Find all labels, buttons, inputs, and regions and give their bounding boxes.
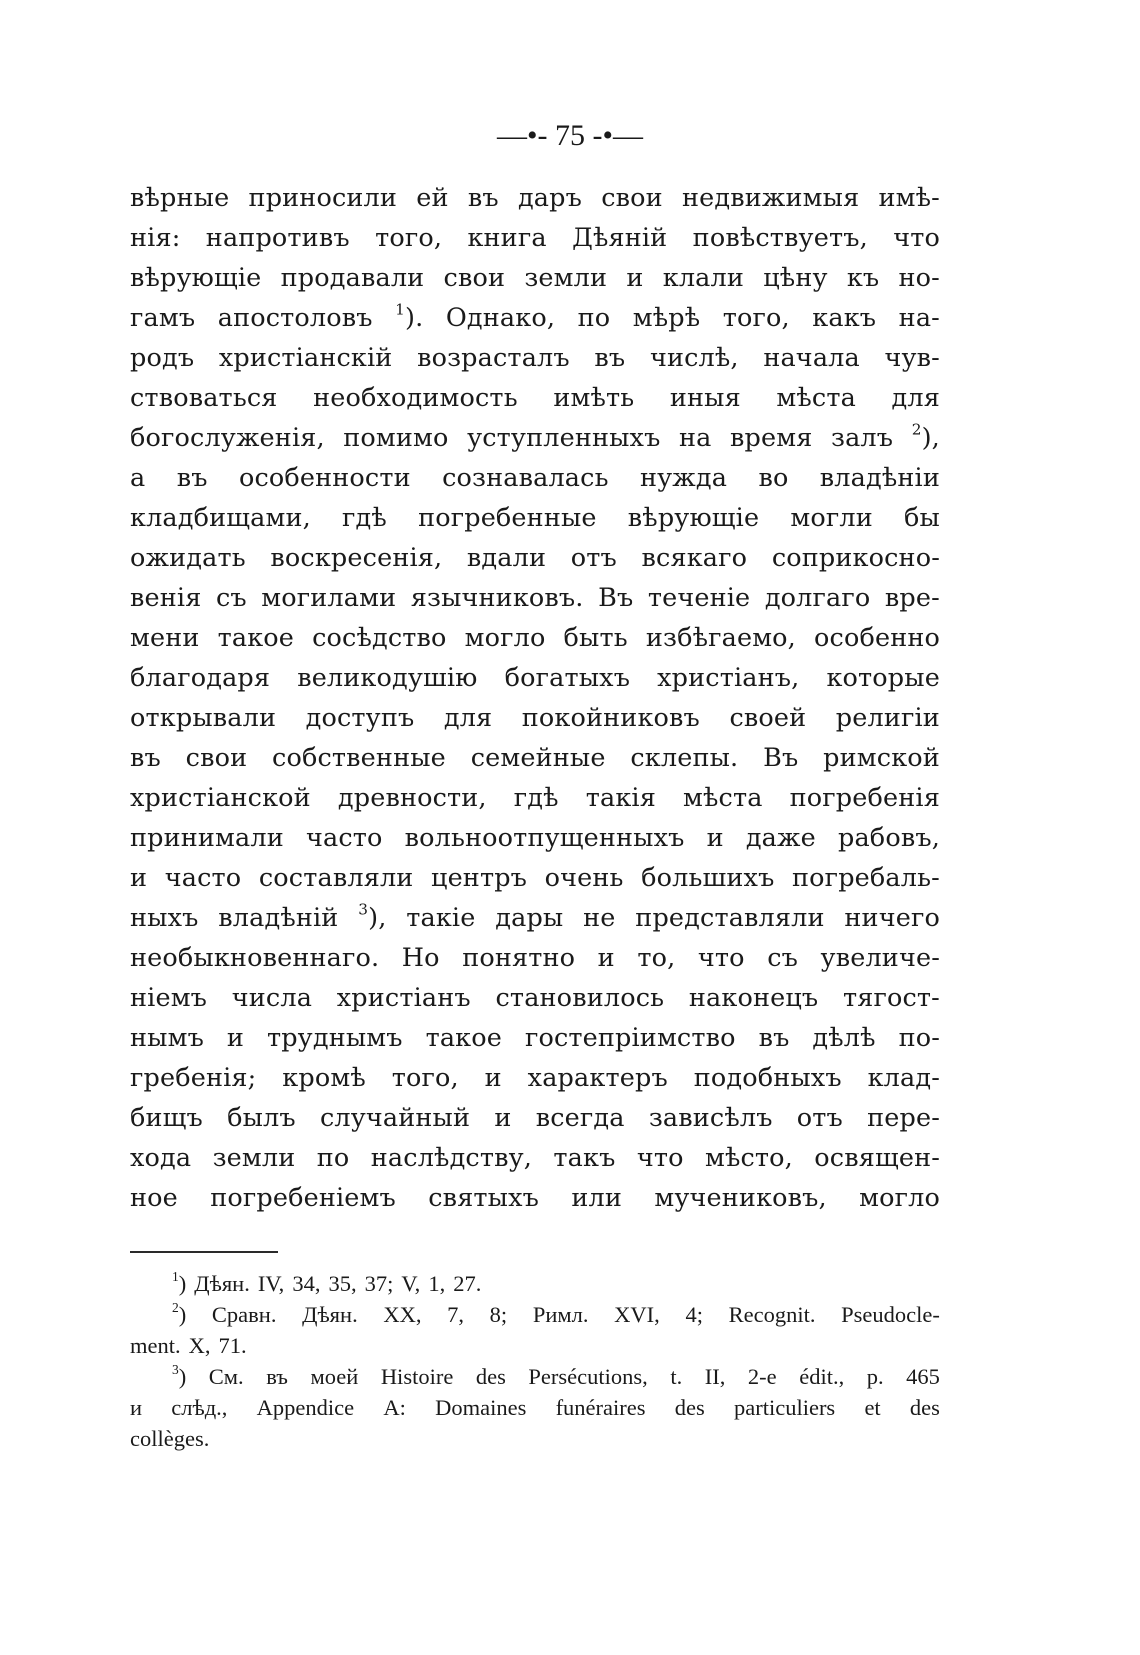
footnote-word: 35, xyxy=(328,1271,357,1296)
word: подобныхъ xyxy=(693,1063,842,1093)
word: былъ xyxy=(227,1103,296,1133)
footnote-line xyxy=(130,1268,940,1299)
text-line xyxy=(130,1058,940,1098)
word: избѣгаемо, xyxy=(645,623,796,653)
word: и xyxy=(597,943,615,973)
word: иныя xyxy=(669,383,741,413)
word: и xyxy=(226,1023,245,1053)
text-line xyxy=(130,818,940,858)
word: владѣніи xyxy=(819,463,940,493)
word: въ xyxy=(176,463,208,493)
word: что xyxy=(893,223,940,253)
footnote-word: II, xyxy=(704,1364,726,1389)
word: теченіе xyxy=(647,583,751,613)
ornament-right: -•— xyxy=(592,119,643,152)
word: бы xyxy=(904,503,940,533)
word: мучениковъ, xyxy=(654,1183,827,1213)
footnote-word: 34, xyxy=(292,1271,321,1296)
footnote-word: Сравн. xyxy=(211,1302,277,1327)
word: римской xyxy=(823,743,940,773)
word: недвижимыя xyxy=(682,183,860,213)
word: мѣста xyxy=(683,783,763,813)
word: вре- xyxy=(884,583,940,613)
footnote-word: 1, xyxy=(428,1271,446,1296)
word: соприкосно- xyxy=(771,543,940,573)
word: вольноотпущенныхъ xyxy=(404,823,685,853)
word: Но xyxy=(401,943,440,973)
word: что xyxy=(636,1143,684,1173)
text-line xyxy=(130,458,940,498)
word: къ xyxy=(846,263,880,293)
footnote-word: См. xyxy=(208,1364,244,1389)
word: какъ xyxy=(812,303,877,333)
footnote-word: édit., xyxy=(799,1364,845,1389)
word: вѣрующіе xyxy=(130,263,262,293)
word: освящен- xyxy=(814,1143,940,1173)
text-line xyxy=(130,258,940,298)
word: погребаль- xyxy=(792,863,940,893)
word: и xyxy=(494,1103,512,1133)
word: того, xyxy=(375,223,443,253)
word: нымъ xyxy=(130,1023,204,1053)
word: труднымъ xyxy=(266,1023,403,1053)
text-line xyxy=(130,778,940,818)
word: въ xyxy=(130,743,161,773)
word: очень xyxy=(544,863,624,893)
word: въ xyxy=(467,183,499,213)
word: кромѣ xyxy=(282,1063,366,1093)
footnote-word: X, xyxy=(188,1333,211,1358)
word: ное xyxy=(130,1183,178,1213)
word: владѣній xyxy=(218,903,339,933)
footnote-word: ment. xyxy=(130,1333,181,1358)
footnote-word: 27. xyxy=(453,1271,482,1296)
footnote-line xyxy=(130,1330,940,1361)
word: отъ xyxy=(796,1103,843,1133)
text-line xyxy=(130,978,940,1018)
footnote-word: $^1$) xyxy=(172,1268,187,1296)
word: но- xyxy=(898,263,940,293)
footnote-divider xyxy=(130,1251,278,1253)
word: гребенія; xyxy=(130,1063,257,1093)
word: быть xyxy=(563,623,628,653)
word: или xyxy=(571,1183,623,1213)
word: представляли xyxy=(635,903,825,933)
word: сознавалась xyxy=(442,463,609,493)
word: приносили xyxy=(248,183,398,213)
word: могло xyxy=(859,1183,940,1213)
word: залъ xyxy=(831,423,894,453)
word: отъ xyxy=(570,543,617,573)
word: вѣрующіе xyxy=(627,503,760,533)
word: язычниковъ. xyxy=(410,583,584,613)
footnotes xyxy=(130,1268,940,1454)
word: христіанскій xyxy=(218,343,393,373)
word: благодаря xyxy=(130,663,271,693)
word: бищъ xyxy=(130,1103,203,1133)
footnote-word: V, xyxy=(401,1271,421,1296)
word: мени xyxy=(130,623,200,653)
word: свои xyxy=(443,263,506,293)
word: во xyxy=(758,463,789,493)
word: составляли xyxy=(258,863,414,893)
word: по xyxy=(316,1143,350,1173)
word: время xyxy=(730,423,813,453)
body-text xyxy=(130,178,940,1218)
text-line xyxy=(130,658,940,698)
word: воскресенія, xyxy=(270,543,443,573)
footnote-word: и xyxy=(130,1395,143,1420)
word: христіанской xyxy=(130,783,311,813)
footnote-word: 4; xyxy=(685,1302,703,1327)
footnote-word: funéraires xyxy=(555,1395,646,1420)
text-line xyxy=(130,938,940,978)
word: наконецъ xyxy=(688,983,819,1013)
footnote-word: въ xyxy=(266,1364,288,1389)
footnote-word: 8; xyxy=(489,1302,508,1327)
word: для xyxy=(891,383,940,413)
word: богослуженія, xyxy=(130,423,325,453)
footnote-word: Дѣян. xyxy=(302,1302,358,1327)
word: ничего xyxy=(844,903,940,933)
word: дѣлѣ xyxy=(812,1023,876,1053)
text-line xyxy=(130,698,940,738)
word: древности, xyxy=(337,783,487,813)
word: нія: xyxy=(130,223,181,253)
footnote-word: 37; xyxy=(364,1271,394,1296)
word: христіанъ xyxy=(336,983,471,1013)
footnote-word: des xyxy=(475,1364,506,1389)
word: съ xyxy=(215,583,247,613)
text-line xyxy=(130,218,940,258)
word: необходимость xyxy=(313,383,518,413)
word: и xyxy=(626,263,644,293)
footnote-line xyxy=(130,1361,940,1392)
word: венія xyxy=(130,583,202,613)
word: свои xyxy=(185,743,248,773)
word: дары xyxy=(495,903,564,933)
footnote-line xyxy=(130,1392,940,1423)
word: ожидать xyxy=(130,543,246,573)
word: покойниковъ xyxy=(521,703,700,733)
word: которые xyxy=(826,663,940,693)
word: Однако, xyxy=(445,303,556,333)
word: земли xyxy=(524,263,608,293)
footnote-word: Recognit. xyxy=(728,1302,816,1327)
word: того, xyxy=(391,1063,459,1093)
word: случайный xyxy=(319,1103,471,1133)
word: родъ xyxy=(130,343,195,373)
text-line xyxy=(130,738,940,778)
word: зависѣлъ xyxy=(648,1103,773,1133)
footnote-line xyxy=(130,1423,940,1454)
text-line xyxy=(130,378,940,418)
text-line xyxy=(130,578,940,618)
word: нужда xyxy=(639,463,728,493)
word: уступленныхъ xyxy=(467,423,661,453)
word: становилось xyxy=(495,983,665,1013)
text-line xyxy=(130,338,940,378)
word: ныхъ xyxy=(130,903,199,933)
word: необыкновеннаго. xyxy=(130,943,380,973)
word: мѣста xyxy=(776,383,856,413)
word: открывали xyxy=(130,703,277,733)
word: начала xyxy=(763,343,860,373)
footnote-word: 465 xyxy=(906,1364,940,1389)
word: имѣ- xyxy=(878,183,940,213)
word: съ xyxy=(767,943,799,973)
footnote-word: XVI, xyxy=(614,1302,660,1327)
word: особенно xyxy=(814,623,940,653)
word: наслѣдству, xyxy=(370,1143,533,1173)
footnote-word: моей xyxy=(310,1364,359,1389)
word: часто xyxy=(164,863,242,893)
word: религіи xyxy=(835,703,940,733)
word: цѣну xyxy=(763,263,828,293)
word: и xyxy=(130,863,148,893)
word: земли xyxy=(212,1143,296,1173)
footnote-word: t. xyxy=(670,1364,683,1389)
word: по xyxy=(577,303,611,333)
word: напротивъ xyxy=(205,223,350,253)
word: христіанъ, xyxy=(657,663,800,693)
text-line xyxy=(130,898,940,938)
word: мѣсто, xyxy=(704,1143,793,1173)
word: хода xyxy=(130,1143,192,1173)
word: въ xyxy=(594,343,626,373)
word: гдѣ xyxy=(513,783,559,813)
word: великодушію xyxy=(297,663,478,693)
word: ствоваться xyxy=(130,383,278,413)
word: имѣть xyxy=(553,383,635,413)
word: часто xyxy=(305,823,383,853)
footnote-word: p. xyxy=(866,1364,884,1389)
word: клад- xyxy=(867,1063,940,1093)
word: тягост- xyxy=(842,983,940,1013)
text-line xyxy=(130,1178,940,1218)
footnote-word: particuliers xyxy=(733,1395,836,1420)
text-line xyxy=(130,298,940,338)
text-line xyxy=(130,1098,940,1138)
word: кладбищами, xyxy=(130,503,311,533)
word: чув- xyxy=(884,343,940,373)
word: что xyxy=(697,943,745,973)
text-line xyxy=(130,858,940,898)
word: такое xyxy=(425,1023,503,1053)
footnote-word: $^2$) xyxy=(172,1299,187,1327)
footnote-word: Pseudocle- xyxy=(841,1302,940,1327)
word: ніемъ xyxy=(130,983,208,1013)
footnote-word: Histoire xyxy=(380,1364,454,1389)
word: $^1$). xyxy=(395,300,424,333)
word: могли xyxy=(790,503,873,533)
word: даръ xyxy=(517,183,582,213)
word: вдали xyxy=(466,543,547,573)
footnote-word: collèges. xyxy=(130,1426,210,1451)
word: по- xyxy=(898,1023,940,1053)
footnote-word: 71. xyxy=(218,1333,247,1358)
text-line xyxy=(130,178,940,218)
word: для xyxy=(443,703,493,733)
word: то, xyxy=(637,943,676,973)
word: и xyxy=(706,823,724,853)
word: Въ xyxy=(598,583,634,613)
word: такія xyxy=(585,783,656,813)
word: святыхъ xyxy=(428,1183,540,1213)
word: своей xyxy=(729,703,807,733)
word: повѣствуетъ, xyxy=(692,223,868,253)
word: принимали xyxy=(130,823,284,853)
word: мѣрѣ xyxy=(632,303,701,333)
text-line xyxy=(130,538,940,578)
page-number: 75 xyxy=(555,119,585,152)
word: особенности xyxy=(238,463,411,493)
footnote-word: слѣд., xyxy=(171,1395,228,1420)
word: могилами xyxy=(261,583,397,613)
word: всякаго xyxy=(641,543,748,573)
word: увеличе- xyxy=(820,943,940,973)
word: рабовъ, xyxy=(837,823,940,853)
word: погребенные xyxy=(418,503,597,533)
text-line xyxy=(130,1138,940,1178)
word: пере- xyxy=(867,1103,940,1133)
word: а xyxy=(130,463,146,493)
text-line xyxy=(130,498,940,538)
word: богатыхъ xyxy=(504,663,631,693)
word: возрасталъ xyxy=(417,343,570,373)
word: на- xyxy=(898,303,940,333)
word: такіе xyxy=(406,903,476,933)
word: склепы. xyxy=(630,743,739,773)
footnote-word: et xyxy=(864,1395,881,1420)
word: ей xyxy=(416,183,449,213)
word: центръ xyxy=(431,863,528,893)
footnote-word: 2-e xyxy=(747,1364,777,1389)
footnote-word: IV, xyxy=(257,1271,285,1296)
word: апостоловъ xyxy=(217,303,373,333)
word: доступъ xyxy=(305,703,415,733)
word: Въ xyxy=(763,743,799,773)
word: даже xyxy=(745,823,816,853)
word: понятно xyxy=(462,943,576,973)
footnote-word: 7, xyxy=(447,1302,465,1327)
footnote-word: des xyxy=(909,1395,940,1420)
word: погребенія xyxy=(789,783,940,813)
word: характеръ xyxy=(527,1063,668,1093)
text-line xyxy=(130,418,940,458)
word: собственные xyxy=(272,743,446,773)
word: гостепріимство xyxy=(524,1023,736,1053)
word: гамъ xyxy=(130,303,196,333)
word: на xyxy=(679,423,712,453)
word: числа xyxy=(231,983,313,1013)
word: не xyxy=(583,903,616,933)
word: и xyxy=(484,1063,502,1093)
footnote-word: des xyxy=(674,1395,705,1420)
footnote-word: Domaines xyxy=(435,1395,527,1420)
footnote-word: XX, xyxy=(383,1302,422,1327)
footnote-word: Appendice xyxy=(256,1395,355,1420)
footnote-line xyxy=(130,1299,940,1330)
word: такое xyxy=(217,623,295,653)
footnote-word: Римл. xyxy=(532,1302,589,1327)
word: сосѣдство xyxy=(312,623,447,653)
word: продавали xyxy=(280,263,425,293)
word: помимо xyxy=(343,423,449,453)
footnote-word: $^3$) xyxy=(172,1361,187,1389)
ornament-left: —•- xyxy=(497,119,548,152)
word: числѣ, xyxy=(649,343,739,373)
word: вѣрные xyxy=(130,183,230,213)
word: всегда xyxy=(535,1103,625,1133)
page-header xyxy=(0,118,1140,154)
footnote-word: A: xyxy=(383,1395,406,1420)
word: погребеніемъ xyxy=(210,1183,396,1213)
word: клали xyxy=(662,263,745,293)
word: долгаго xyxy=(764,583,871,613)
word: книга xyxy=(467,223,547,253)
footnote-word: Дѣян. xyxy=(194,1271,250,1296)
word: гдѣ xyxy=(342,503,387,533)
word: свои xyxy=(601,183,663,213)
word: большихъ xyxy=(641,863,775,893)
footnote-word: Persécutions, xyxy=(528,1364,648,1389)
word: въ xyxy=(758,1023,790,1053)
word: того, xyxy=(722,303,790,333)
word: Дѣяній xyxy=(572,223,668,253)
word: $^2$), xyxy=(911,420,940,453)
word: могло xyxy=(464,623,546,653)
text-line xyxy=(130,1018,940,1058)
text-line xyxy=(130,618,940,658)
word: $^3$), xyxy=(358,900,387,933)
word: такъ xyxy=(553,1143,616,1173)
word: семейные xyxy=(470,743,606,773)
